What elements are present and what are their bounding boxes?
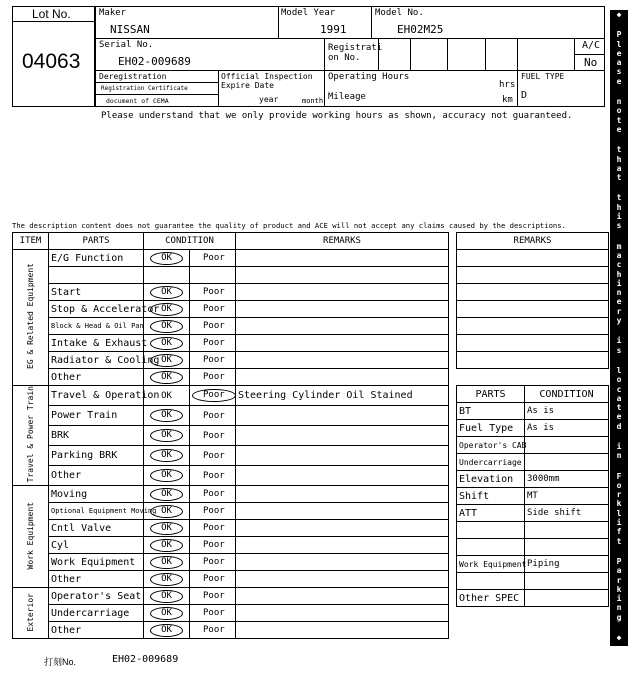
side-banner <box>610 10 628 646</box>
part-cell: Power Train <box>49 406 144 426</box>
table-row <box>13 588 449 605</box>
side-banner-char: P <box>616 30 622 40</box>
model-no-value: EH02M25 <box>397 23 444 36</box>
spec-condition <box>525 539 609 556</box>
poor-option: Poor <box>203 557 225 568</box>
remark-cell <box>236 284 449 301</box>
spec-row <box>457 539 609 556</box>
side-banner-char: o <box>616 375 622 385</box>
ok-selected: OK <box>150 409 183 422</box>
side-banner-char: t <box>616 193 622 203</box>
side-banner-char: a <box>616 250 622 260</box>
side-banner-char: n <box>616 288 622 298</box>
table-row <box>13 250 449 267</box>
side-banner-char: a <box>616 393 622 403</box>
maker-value: NISSAN <box>110 23 150 36</box>
side-banner-char <box>617 231 622 242</box>
item-group-label: Exterior <box>26 592 35 632</box>
table-row <box>13 284 449 301</box>
mileage-label: Mileage <box>328 92 366 102</box>
table-row <box>13 352 449 369</box>
poor-option: Poor <box>203 410 225 421</box>
side-banner-char: e <box>616 297 622 307</box>
table-row <box>13 406 449 426</box>
remark-cell <box>236 318 449 335</box>
poor-option: Poor <box>203 450 225 461</box>
remark-cell <box>236 605 449 622</box>
part-cell: Operator's Seat <box>49 588 144 605</box>
spec-condition <box>525 437 609 454</box>
side-banner-char: F <box>616 471 622 481</box>
ok-selected: OK <box>150 320 183 333</box>
poor-option: Poor <box>203 287 225 297</box>
remark-cell <box>236 250 449 267</box>
item-group-cell <box>13 386 49 486</box>
table-row <box>13 537 449 554</box>
ok-selected: OK <box>150 505 183 518</box>
item-group-cell <box>13 486 49 588</box>
side-banner-char: k <box>616 499 622 509</box>
poor-option: Poor <box>203 523 225 534</box>
poor-option: Poor <box>203 591 225 602</box>
side-banner-char: n <box>616 97 622 107</box>
part-cell: Moving <box>49 486 144 503</box>
right-remarks-table <box>456 232 609 369</box>
cema-label: document of CEMA <box>106 97 169 105</box>
ok-selected: OK <box>150 607 183 620</box>
right-remarks-row <box>457 335 609 352</box>
part-cell: BRK <box>49 426 144 446</box>
model-year-label: Model Year <box>281 8 336 18</box>
remark-cell <box>236 426 449 446</box>
side-banner-char: i <box>616 441 622 451</box>
side-banner-char: n <box>616 451 622 461</box>
spec-table <box>456 385 609 607</box>
side-banner-char <box>617 431 622 442</box>
inspection-label: Official Inspection Expire Date <box>221 72 313 90</box>
ok-selected: OK <box>150 252 183 265</box>
side-banner-char: a <box>616 163 622 173</box>
side-banner-char <box>617 182 622 193</box>
poor-option: Poor <box>203 574 225 585</box>
table-row <box>13 369 449 386</box>
remark-cell <box>236 622 449 639</box>
spec-condition: As is <box>525 420 609 437</box>
side-banner-char: f <box>616 527 622 537</box>
side-banner-char: a <box>616 58 622 68</box>
spec-condition <box>525 573 609 590</box>
reg-cert-label: Registration Certificate <box>101 85 188 92</box>
side-banner-char: m <box>616 241 622 251</box>
side-banner-char: g <box>616 612 622 622</box>
right-remarks-row <box>457 352 609 369</box>
item-group-cell <box>13 250 49 386</box>
ok-selected: OK <box>150 354 183 367</box>
side-banner-char: e <box>616 76 622 86</box>
remark-cell <box>236 486 449 503</box>
side-banner-char: s <box>616 345 622 355</box>
ok-selected: OK <box>150 590 183 603</box>
col-remarks: REMARKS <box>236 233 449 250</box>
side-banner-char: i <box>616 336 622 346</box>
part-cell <box>49 267 144 284</box>
stamp-label: 打刻No. <box>44 657 77 667</box>
table-row <box>13 503 449 520</box>
ac-value: No <box>584 56 598 69</box>
operating-hours-label: Operating Hours <box>328 72 410 82</box>
spec-condition: As is <box>525 403 609 420</box>
spec-part <box>457 522 525 539</box>
spec-row <box>457 573 609 590</box>
side-banner-char <box>617 19 622 30</box>
table-row <box>13 446 449 466</box>
side-banner-char: i <box>616 594 622 604</box>
ac-label: A/C <box>582 40 601 51</box>
spec-condition: Side shift <box>525 505 609 522</box>
table-row <box>13 318 449 335</box>
side-banner-char <box>617 461 622 472</box>
col-item: ITEM <box>13 233 49 250</box>
spec-row <box>457 522 609 539</box>
part-cell: Cntl Valve <box>49 520 144 537</box>
spec-part: Shift <box>457 488 525 505</box>
table-row <box>13 267 449 284</box>
spec-condition: 3000mm <box>525 471 609 488</box>
remark-cell <box>236 588 449 605</box>
lot-label: Lot No. <box>32 7 71 21</box>
table-row <box>13 571 449 588</box>
side-banner-char: n <box>616 603 622 613</box>
item-group-label: EG & Related Equipment <box>26 263 35 369</box>
poor-option: Poor <box>203 540 225 551</box>
part-cell: Optional Equipment Moving <box>49 503 144 520</box>
spec-part: ATT <box>457 505 525 522</box>
ok-selected: OK <box>150 556 183 569</box>
poor-option: Poor <box>203 608 225 619</box>
stamp-value: EH02-009689 <box>112 654 179 665</box>
side-banner-char: s <box>616 221 622 231</box>
side-banner-char: r <box>616 575 622 585</box>
side-banner-char: e <box>616 48 622 58</box>
spec-parts-header: PARTS <box>457 386 525 403</box>
ok-selected: OK <box>150 624 183 637</box>
spec-part <box>457 573 525 590</box>
part-cell: Travel & Operation <box>49 386 144 406</box>
side-banner-char: c <box>616 260 622 270</box>
part-cell: Other <box>49 622 144 639</box>
table-row <box>13 466 449 486</box>
side-banner-char: l <box>616 508 622 518</box>
remark-cell <box>236 406 449 426</box>
spec-part: Undercarriage <box>457 454 525 471</box>
hrs-label: hrs <box>499 80 516 90</box>
side-banner-char: t <box>616 536 622 546</box>
side-banner-char: s <box>616 67 622 77</box>
table-row <box>13 554 449 571</box>
ok-selected: OK <box>150 449 183 462</box>
spec-condition-header: CONDITION <box>525 386 609 403</box>
model-no-label: Model No. <box>375 8 424 18</box>
spec-condition: MT <box>525 488 609 505</box>
spec-part: BT <box>457 403 525 420</box>
part-cell: E/G Function <box>49 250 144 267</box>
side-banner-char: e <box>616 124 622 134</box>
spec-row <box>457 454 609 471</box>
side-banner-char: c <box>616 384 622 394</box>
ok-selected: OK <box>150 469 183 482</box>
disclaimer: The description content does not guarantee the quality of product and ACE will not accept any claims caused by the descriptions. <box>12 221 566 230</box>
spec-condition <box>525 522 609 539</box>
poor-option: Poor <box>203 321 225 331</box>
side-banner-char: h <box>616 154 622 164</box>
ok-selected: OK <box>150 337 183 350</box>
part-cell: Other <box>49 369 144 386</box>
spec-row <box>457 403 609 420</box>
poor-option: Poor <box>203 430 225 441</box>
spec-row <box>457 556 609 573</box>
fuel-type-value: D <box>521 90 528 101</box>
spec-part: Work Equipment <box>457 556 525 573</box>
spec-part: Fuel Type <box>457 420 525 437</box>
maker-label: Maker <box>99 8 127 18</box>
side-banner-char: h <box>616 269 622 279</box>
ok-selected: OK <box>150 488 183 501</box>
remark-cell <box>236 267 449 284</box>
part-cell: Parking BRK <box>49 446 144 466</box>
right-remarks-row <box>457 267 609 284</box>
part-cell: Other <box>49 466 144 486</box>
serial-label: Serial No. <box>99 40 154 50</box>
right-remarks-header: REMARKS <box>457 233 609 250</box>
side-banner-char: ◆ <box>616 10 622 19</box>
poor-option: Poor <box>203 625 225 636</box>
table-row <box>13 605 449 622</box>
poor-option: Poor <box>203 489 225 500</box>
item-group-label: Work Equipment <box>26 501 35 570</box>
part-cell: Work Equipment <box>49 554 144 571</box>
lot-number: 04063 <box>22 50 81 73</box>
side-banner-char: P <box>616 556 622 566</box>
part-cell: Radiator & Cooling <box>49 352 144 369</box>
part-cell: Start <box>49 284 144 301</box>
part-cell: Block & Head & Oil Pan <box>49 318 144 335</box>
side-banner-char: r <box>616 490 622 500</box>
fuel-type-label: FUEL TYPE <box>521 72 565 81</box>
side-banner-char <box>617 325 622 336</box>
inspection-table <box>12 232 449 639</box>
side-banner-char: i <box>616 278 622 288</box>
ok-selected: OK <box>150 573 183 586</box>
remark-cell <box>236 537 449 554</box>
right-remarks-row <box>457 250 609 267</box>
serial-value: EH02-009689 <box>118 55 191 68</box>
ok-option: OK <box>161 390 172 401</box>
remark-cell <box>236 335 449 352</box>
year-label: year <box>259 95 279 104</box>
item-group-label: Travel & Power Train <box>26 386 35 483</box>
poor-option: Poor <box>203 470 225 481</box>
spec-part: Operator's CAB <box>457 437 525 454</box>
poor-option: Poor <box>203 253 225 263</box>
side-banner-char <box>617 546 622 557</box>
right-remarks-row <box>457 301 609 318</box>
side-banner-char: k <box>616 584 622 594</box>
part-cell: Undercarriage <box>49 605 144 622</box>
remark-cell <box>236 520 449 537</box>
poor-option: Poor <box>203 355 225 365</box>
table-row <box>13 520 449 537</box>
spec-row <box>457 590 609 607</box>
right-remarks-row <box>457 318 609 335</box>
hours-note: Please understand that we only provide working hours as shown, accuracy not guaranteed. <box>101 111 573 121</box>
month-label: month <box>302 97 324 105</box>
remark-cell <box>236 503 449 520</box>
remark-cell: Steering Cylinder Oil Stained <box>236 386 449 406</box>
remark-cell <box>236 571 449 588</box>
side-banner-char: y <box>616 316 622 326</box>
side-banner-char: h <box>616 202 622 212</box>
ok-selected: OK <box>150 429 183 442</box>
spec-condition <box>525 454 609 471</box>
side-banner-char: t <box>616 115 622 125</box>
spec-row <box>457 471 609 488</box>
spec-condition <box>525 590 609 607</box>
ok-selected: OK <box>150 286 183 299</box>
model-year-value: 1991 <box>320 23 347 36</box>
side-banner-char: o <box>616 106 622 116</box>
side-banner-char: ◆ <box>616 633 622 643</box>
registration-label: Registrati on No. <box>328 43 383 63</box>
remark-cell <box>236 446 449 466</box>
side-banner-char: t <box>616 145 622 155</box>
side-banner-char: a <box>616 566 622 576</box>
poor-option: Poor <box>203 506 225 517</box>
side-banner-char: i <box>616 518 622 528</box>
spec-row <box>457 420 609 437</box>
ok-selected: OK <box>150 303 183 316</box>
side-banner-char: i <box>616 212 622 222</box>
inspection-header-row <box>13 233 449 250</box>
side-banner-char: e <box>616 412 622 422</box>
side-banner-char <box>617 86 622 97</box>
table-row <box>13 301 449 318</box>
spec-row <box>457 488 609 505</box>
part-cell: Stop & Accelerator <box>49 301 144 318</box>
ok-selected: OK <box>150 371 183 384</box>
spec-row <box>457 505 609 522</box>
side-banner-char: d <box>616 421 622 431</box>
spec-condition: Piping <box>525 556 609 573</box>
side-banner-char: l <box>616 365 622 375</box>
part-cell: Other <box>49 571 144 588</box>
side-banner-char <box>617 622 622 633</box>
remark-cell <box>236 554 449 571</box>
item-group-cell <box>13 588 49 639</box>
side-banner-char: t <box>616 403 622 413</box>
poor-option: Poor <box>203 304 225 314</box>
ok-selected: OK <box>150 522 183 535</box>
spec-part: Elevation <box>457 471 525 488</box>
ok-selected: OK <box>150 539 183 552</box>
spec-part <box>457 539 525 556</box>
poor-option: Poor <box>203 338 225 348</box>
table-row <box>13 386 449 406</box>
remark-cell <box>236 352 449 369</box>
remark-cell <box>236 301 449 318</box>
remark-cell <box>236 369 449 386</box>
table-row <box>13 335 449 352</box>
table-row <box>13 426 449 446</box>
spec-part: Other SPEC <box>457 590 525 607</box>
poor-selected: Poor <box>192 389 236 402</box>
side-banner-char: r <box>616 306 622 316</box>
part-cell: Cyl <box>49 537 144 554</box>
deregistration-label: Deregistration <box>99 72 167 81</box>
part-cell: Intake & Exhaust <box>49 335 144 352</box>
lot-divider <box>12 21 95 22</box>
col-condition: CONDITION <box>144 233 236 250</box>
spec-row <box>457 437 609 454</box>
table-row <box>13 486 449 503</box>
col-parts: PARTS <box>49 233 144 250</box>
poor-option: Poor <box>203 372 225 382</box>
table-row <box>13 622 449 639</box>
side-banner-char: t <box>616 173 622 183</box>
remark-cell <box>236 466 449 486</box>
side-banner-char <box>617 134 622 145</box>
side-banner-char: l <box>616 39 622 49</box>
right-remarks-row <box>457 284 609 301</box>
km-label: km <box>502 95 513 105</box>
side-banner-char: o <box>616 480 622 490</box>
side-banner-char <box>617 355 622 366</box>
